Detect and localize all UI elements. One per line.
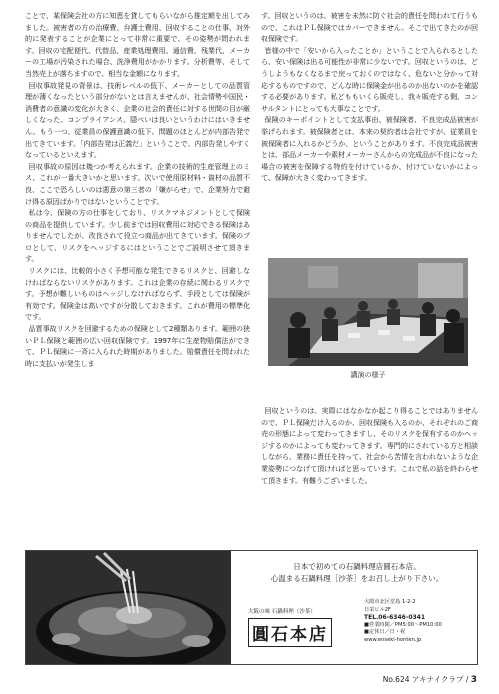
magazine-name: アキナイクラブ — [411, 675, 464, 684]
article-paragraph: 回収事故の原因は幾つか考えられます。企業の技術的生産管理上のミス、これが一番大きいかと思います。次いで使用原材料・資材の品質不良、ここで恐ろしいのは悪意の第三者の「嫌がらせ」で、企業努力で避け得る原因ばかりではないということです。 — [25, 161, 250, 206]
ad-lead-line: 心温まる石鍋料理［沙茶］をお召し上がり下さい。 — [270, 574, 444, 583]
article-paragraph: 保険のキーポイントとして支払事由、被保険者、不良完成品被害が挙げられます。被保険者とは、本来の契約者は会社ですが、従業員を被保険者に入れるかどうか、ということがあります。不良完成品被害とは、部品メーカーや素材メーカーさんからの完成品が不良になった場合の被害を保障する特約を付けているか、付けていないかによって、保障が大きく変わってきます。 — [261, 115, 478, 183]
page-number: 3 — [470, 675, 477, 685]
article-paragraph: 回収というのは、実際にはなかなか起こり得ることではありませんので、ＰＬ保険だけ入るのか、回収保険も入るのか、それぞれのご商売の形態によって変わってきますし、そのリスクを保有するのかヘッジするのかによっても変わってきます。専門的にされている方と相談しながら、業務に責任を持って、社会から苦情を言われないような企業姿勢につなげて頂ければと思っています。これで私の話を終わらせて頂きます。有難うございました。 — [261, 406, 478, 485]
ad-lead-copy — [241, 561, 473, 585]
ad-website[interactable]: www.enseki-honten.jp — [364, 636, 422, 643]
article-column-right-top — [261, 10, 478, 184]
ad-address-block — [364, 599, 474, 645]
article-paragraph: 皆様の中で「安いから入ったことか」ということで入られるとしたら、安い保険は出る可能性が非常に少ないです。回収というのは、どうしようもなくなるまで戻っておくのではなく、危ないと分かって対応するものですので、どんな時に保険金が出るのか出ないのかを確認する必要があります。私どももいくら販売し、我々販売する側、コンサルタントにとっても大事なことです。 — [261, 45, 478, 113]
article-paragraph: リスクには、比較的小さく予想可能な発生できるリスクと、回避しなければならないリスクがあります。これは企業の存続に関わるリスクです。予想が難しいものはヘッジしなければならず、手段としては保険が有効です。保険金は高いですが分散しておきます。これが費用の標準化です。 — [25, 266, 250, 322]
article-paragraph: す。回収というのは、被害を未然に防ぐ社会的責任を問われて行うもので、これはＰＬ保険ではカバーできません。そこで出てきたのが回収保険です。 — [261, 11, 478, 44]
ad-text-area — [241, 557, 473, 585]
ad-phone: TEL.06-6346-0341 — [364, 614, 426, 622]
photo-caption: 講演の様子 — [350, 371, 386, 379]
footer-separator: / — [465, 675, 469, 684]
article-paragraph: 私は今、保険の方の仕事をしており、リスクマネジメントとして保険の商品を提供しています。少し前までは回収費用に対応できる保険はありませんでしたが、改良されて役立つ商品が出てきています。保険のプロとして、リスクをヘッジするにはということでご説明させて頂きます。 — [25, 208, 250, 264]
ad-address-line: 大阪市北区堂島 1-2-2 — [364, 599, 416, 605]
lecture-photo — [268, 258, 468, 366]
lecture-photo-image — [268, 258, 468, 366]
ad-kicker: 大阪の味 石鍋料理（沙茶） — [248, 609, 316, 615]
article-paragraph: ことで、某保険会社の方に知恵を貸してもらいながら推定額を出してみました。被害者の方の治療費、弁護士費用、回収することの仕事、対外的に発表することが企業にとって非常に重要で、その姿勢が問われます。回収の宅配便代、代替品、産業処理費用、通信費、残業代、メーカーの工場が汚染された場合、洗浄費用がかかります。分析費等、そして当然売上が落ちますので、相当な金額になります。 — [25, 11, 250, 78]
ad-closed-days: ■定休日／日・祝 — [364, 629, 406, 636]
article-column-left — [25, 10, 250, 369]
hotpot-photo-image — [26, 551, 231, 664]
restaurant-advertisement — [25, 550, 478, 665]
article-paragraph: 回収事故発見の背景は、技術レベルの低下、メーカーとしての品質管理が薄くなったという部分がないとは言えませんが、社会情勢や国民・消費者の意識の変化が大きく、企業の社会的責任に対する世間の目が厳しくなった、コンプライアンス、隠ぺいは良いというわけにはいきません。もう一つ、従業員の保護意識の低下。問題のほとんどが内部告発で出てきています。「内部告発は正義だ」ということで、内部告発しやすくなっているといえます。 — [25, 80, 250, 160]
issue-number: No.624 — [382, 675, 410, 684]
hotpot-photo — [26, 551, 231, 664]
restaurant-logo: 圓石本店 — [248, 618, 332, 647]
ad-address-line: 日栄ビル2F — [364, 606, 392, 613]
article-paragraph: 品質事故リスクを回避するための保険として2種類あります。範囲の狭いＰＬ保険と範囲の広い回収保険です。1997年に生産物賠償法ができて、ＰＬ保険に一斉に入られた時期がありました。賠償責任を問われた時に支払いが発生しま — [25, 324, 250, 368]
article-column-right-bottom — [261, 405, 478, 486]
ad-hours: ■営業時間／PM5:00～PM10:00 — [364, 621, 442, 628]
page-footer — [383, 674, 477, 685]
ad-shop-block — [248, 607, 360, 647]
ad-lead-line: 日本で初めての石鍋料理店圓石本店。 — [293, 562, 421, 571]
